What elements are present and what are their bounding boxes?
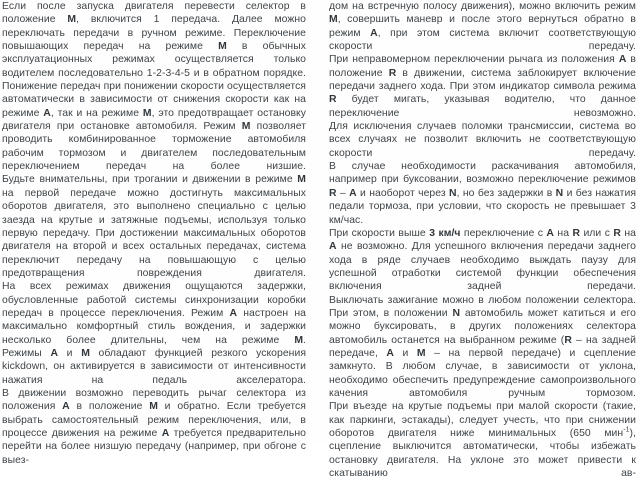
text-run: Если после запуска двигателя перевести селектор в положение [2,1,306,26]
text-run: и наоборот через [356,187,450,199]
emphasis-gear-symbol: A [329,241,337,253]
emphasis-gear-symbol: R [329,94,337,106]
paragraph [2,387,306,467]
emphasis-gear-symbol: M [416,347,426,359]
paragraph [2,173,306,280]
text-run: переключение с [460,227,547,239]
paragraph [2,280,306,347]
text-run: в положение [69,401,150,413]
text-run: требуется предварительно перейти на более низшую передачу (например, при обгоне с выез- [2,428,306,466]
text-run: , так и на режиме [50,107,143,119]
emphasis-gear-symbol: N [555,187,564,199]
emphasis-gear-symbol: A [161,428,170,439]
text-run: и [58,347,82,359]
text-run: и [393,347,417,359]
text-run: обладают функцией резкого ускорения kickdown, он активируется в зависимости от интенсивности нажатия на педаль акселератора. [2,347,306,386]
emphasis-gear-symbol: A [386,347,394,359]
emphasis-gear-symbol: R [388,67,397,79]
emphasis-gear-symbol: A [370,27,378,39]
text-run: – на задней передаче, [329,334,636,359]
emphasis-gear-symbol: R [329,187,337,199]
text-run: В случае необходимости раскачивания автомобиля, например при буксовании, возможно переключение режимов [329,161,636,186]
text-run: на [620,227,637,239]
paragraph [329,294,636,401]
emphasis-gear-symbol: M [142,107,152,119]
text-run: позволяет проводить комбинированное торможение автомобиля рабочим тормозом и двигателем последовательным переключением передач на более низшие. [2,121,307,173]
paragraph [329,400,636,480]
emphasis-gear-symbol: A [229,307,238,319]
text-run: , это предотвращает остановку двигателя при остановке автомобиля. Режим [2,107,306,133]
text-run: автомобиль может катиться и его можно буксировать, в других положениях селектора автомобиль останется на выбранном режиме ( [329,307,636,346]
emphasis-gear-symbol: A [349,187,357,199]
text-run: в обычных эксплуатационных режимах осуществляется только водителем последовательно 1-2-3-4-5 и в обратном порядке. Понижение передач при понижении скорости осуществляется автоматически в зависимости от снижения скорости как на режиме [2,41,306,119]
emphasis-gear-symbol: M [149,401,158,413]
emphasis-gear-symbol: R [613,227,621,239]
emphasis-gear-symbol: 3 км/ч [429,227,461,239]
text-run: , но без задержки в [456,187,556,199]
text-run: При неправомерном переключении рычага из положения [329,54,619,66]
emphasis-gear-symbol: M [329,14,338,26]
text-run: В движении возможно переводить рычаг селектора из положения [2,387,306,413]
emphasis-gear-symbol: M [294,334,304,346]
text-run: , при этом система включит соответствующую скорости передачу. [329,27,636,53]
text-run: на [553,227,573,239]
emphasis-gear-symbol: A [546,227,554,239]
text-run: – [336,187,350,199]
text-run: настроен на максимально комфортный стиль вождения, и задержки несколько более длительны, чем на режиме [2,307,307,346]
text-run: – на первой передаче) и сцепление замкнуто. В любом случае, в зависимости от уклона, необходимо обеспечить предупреждение самопроизвольного качения автомобиля ручным тормозом. [329,347,636,399]
emphasis-gear-symbol: R [572,227,581,239]
paragraph [329,0,636,53]
text-run: будет мигать, указывая водителю, что данное переключение невозможно. [329,94,636,119]
emphasis-gear-symbol: M [67,14,77,26]
text-run: Для исключения случаев поломки трансмиссии, система во всех случаях не позволит включить не соответствующую скорости передачу. [329,121,636,159]
emphasis-gear-symbol: N [452,307,461,319]
emphasis-gear-symbol: M [218,41,227,53]
text-run: , включится 1 передача. Далее можно переключать передачи в ручном режиме. Переключение повышающих передач на режиме [2,14,306,53]
paragraph [2,347,306,387]
text-run: На всех режимах движения ощущаются задержки, обусловленные работой системы синхронизации коробки передач в процессе переключения. Режим [2,281,306,319]
text-run: ), сцепление выключится автоматически, чтобы избежать остановку двигателя. На уклоне это может привести к скатыванию ав- [329,428,636,480]
text-run: . [303,334,306,346]
text-run: При скорости выше [329,227,430,239]
text-run: , совершить маневр и после этого вернуться обратно в режим [329,14,636,39]
text-run: и без нажатия педали тормоза, при условии, что скорость не превышает 3 км/час. [329,187,637,226]
emphasis-gear-symbol: A [62,401,70,413]
text-run: в положение [329,54,636,79]
emphasis-gear-symbol: A [50,347,59,359]
right-column [324,0,637,480]
emphasis-gear-symbol: M [81,347,90,359]
text-run: При въезде на крутые подъемы при малой скорости (такие, как паркинги, эстакады), следует учесть, что при снижении оборотов двигателя ниже минимальных (650 мин [329,401,636,439]
emphasis-gear-symbol: M [297,174,306,186]
emphasis-gear-symbol: R [564,334,572,346]
paragraph [329,53,636,120]
superscript-unit: -1 [623,426,630,434]
text-run: или с [580,227,614,239]
text-run: в движении, система заблокирует включение передачи заднего хода. При этом индикатор символа режима [329,67,636,93]
paragraph [329,120,636,160]
emphasis-gear-symbol: M [241,121,251,133]
paragraph [2,0,306,173]
text-run: на первой передаче можно достигнуть максимальных оборотов двигателя, это выполнено специально с целью заезда на крутые и затяжные подъемы, используя только первую передачу. При достижении максимальных оборотов двигателя на второй и всех остальных передачах, система переключит передачу на повышающую с целью предотвращения повреждения двигателя. [2,187,306,279]
text-run: Режимы [2,347,51,359]
text-run: дом на встречную полосу движения), можно включить режим [329,1,636,12]
emphasis-gear-symbol: N [449,187,457,199]
text-run: Выключать зажигание можно в любом положении селектора. При этом, в положении [329,294,636,319]
text-run: не возможно. Для успешного включения передачи заднего хода в ряде случаев необходимо выждать паузу для успешной отработки системой функции обеспечения включения задней передачи. [329,241,636,293]
text-run: Будьте внимательны, при трогании и движении в режиме [2,174,298,186]
paragraph [329,160,636,227]
left-column [0,0,307,466]
text-run: и обратно. Если требуется выбрать самостоятельный режим переключения, или, в процессе движения на режиме [2,401,306,439]
emphasis-gear-symbol: A [618,54,627,66]
emphasis-gear-symbol: A [43,107,51,119]
paragraph [329,227,636,294]
